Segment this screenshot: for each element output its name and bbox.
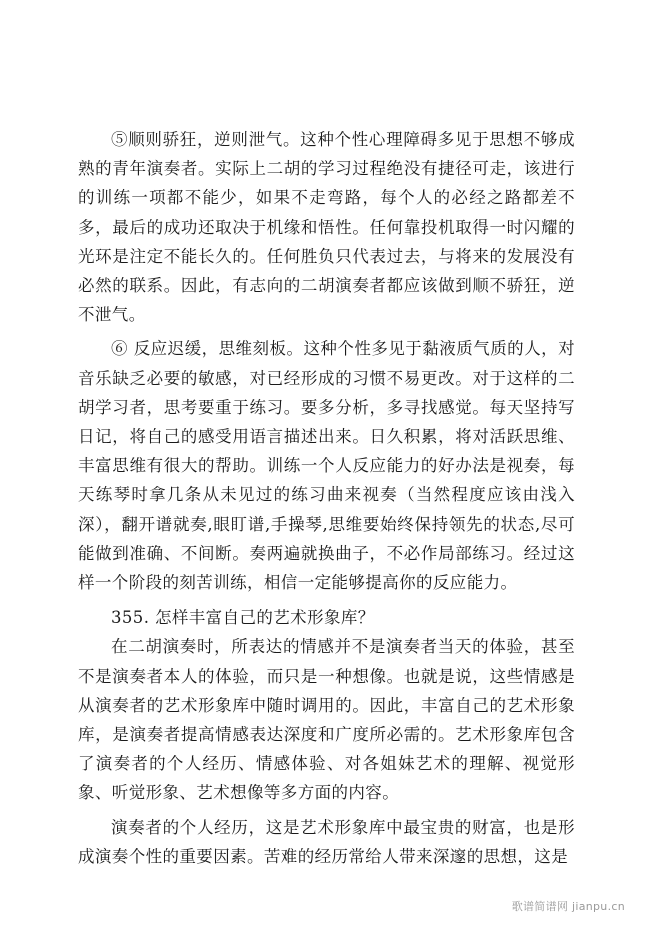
page-body bbox=[78, 125, 575, 871]
question-355-paragraph-1: 在二胡演奏时，所表达的情感并不是演奏者当天的体验，甚至不是演奏者本人的体验，而只是一种想像。也就是说，这些情感是从演奏者的艺术形象库中随时调用的。因此，丰富自己的艺术形象库，是演奏者提高情感表达深度和广度所必需的。艺术形象库包含了演奏者的个人经历、情感体验、对各姐妹艺术的理解、视觉形象、听觉形象、艺术想像等多方面的内容。 bbox=[78, 637, 575, 803]
question-355-paragraph-2: 演奏者的个人经历，这是艺术形象库中最宝贵的财富，也是形成演奏个性的重要因素。苦难的经历常给人带来深邃的思想，这是 bbox=[78, 817, 575, 866]
site-watermark: 歌谱简谱网 jianpu.cn bbox=[511, 900, 625, 913]
paragraph-item-6: ⑥ 反应迟缓，思维刻板。这种个性多见于黏液质气质的人，对音乐缺乏必要的敏感，对已经形成的习惯不易更改。对于这样的二胡学习者，思考要重于练习。要多分析，多寻找感觉。每天坚持写日记，将自己的感受用语言描述出来。日久积累，将对活跃思维、丰富思维有很大的帮助。训练一个人反应能力的好办法是视奏，每天练琴时拿几条从未见过的练习曲来视奏（当然程度应该由浅入深），翻开谱就奏,眼盯谱,手操琴,思维要始终保持领先的状态,尽可能做到准确、不间断。奏两遍就换曲子，不必作局部练习。经过这样一个阶段的刻苦训练，相信一定能够提高你的反应能力。 bbox=[78, 339, 575, 593]
question-355-title: 355. 怎样丰富自己的艺术形象库？ bbox=[111, 608, 375, 628]
paragraph-item-5: ⑤顺则骄狂，逆则泄气。这种个性心理障碍多见于思想不够成熟的青年演奏者。实际上二胡的学习过程绝没有捷径可走，该进行的训练一项都不能少，如果不走弯路，每个人的必经之路都差不多，最后的成功还取决于机缘和悟性。任何靠投机取得一时闪耀的光环是注定不能长久的。任何胜负只代表过去，与将来的发展没有必然的联系。因此，有志向的二胡演奏者都应该做到顺不骄狂，逆不泄气。 bbox=[78, 130, 575, 325]
